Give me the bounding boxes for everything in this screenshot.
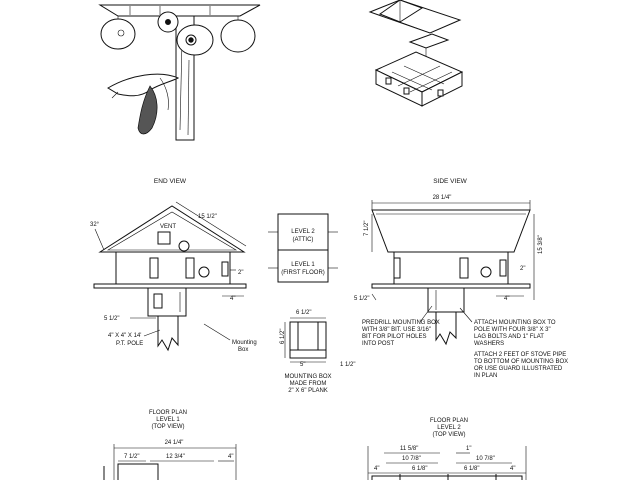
roof-slope-dim: 15 1/2" (198, 214, 217, 220)
fp1-title-3: (TOP VIEW) (151, 424, 185, 430)
end-side-dim: 2" (238, 270, 244, 276)
side-base-dim: 4" (504, 296, 510, 302)
mbox-caption-2: MADE FROM (289, 381, 327, 387)
fp2-f-dim: 6 1/8" (412, 466, 428, 472)
side-top-dim: 28 1/4" (432, 195, 452, 201)
floor-plan-level-2 (368, 418, 526, 480)
mbox-caption-3: 2" X 6" PLANK (288, 388, 328, 394)
isometric-exploded-view (370, 0, 462, 106)
svg-text:WASHERS: WASHERS (474, 341, 505, 347)
fp2-a-dim: 11 5/8" (400, 446, 419, 452)
vent-label: VENT (160, 224, 177, 230)
fp2-h-dim: 4" (510, 466, 516, 472)
level1-sublabel: (FIRST FLOOR) (281, 270, 325, 276)
svg-text:INTO POST: INTO POST (362, 341, 395, 347)
mbox-top-dim: 6 1/2" (296, 310, 312, 316)
fp2-e-dim: 4" (374, 466, 380, 472)
side-view (354, 178, 568, 379)
mbox-right-dim: 1 1/2" (340, 362, 356, 368)
fp1-a-dim: 7 1/2" (124, 454, 140, 460)
side-left-dim: 7 1/2" (364, 220, 370, 236)
fp2-g-dim: 6 1/8" (464, 466, 480, 472)
mounting-box-detail (280, 310, 355, 394)
svg-text:ATTACH 2 FEET OF STOVE PIPE: ATTACH 2 FEET OF STOVE PIPE (474, 352, 567, 358)
floor-plan-level-1 (104, 410, 236, 480)
fp2-title-3: (TOP VIEW) (432, 432, 466, 438)
mounting-label-1: Mounting (232, 340, 257, 346)
mounting-label-2: Box (238, 347, 249, 353)
svg-text:WITH 3/8" BIT. USE 3/16": WITH 3/8" BIT. USE 3/16" (362, 327, 431, 333)
fp2-c-dim: 10 7/8" (402, 456, 421, 462)
side-side-dim: 2" (520, 266, 526, 272)
fp1-total-dim: 24 1/4" (164, 440, 184, 446)
note-stove-pipe (474, 352, 568, 379)
post-offset-dim: 5 1/2" (104, 316, 120, 322)
svg-text:ATTACH MOUNTING BOX TO: ATTACH MOUNTING BOX TO (474, 320, 556, 326)
gourd-icon (158, 12, 178, 32)
gourd-icon (221, 16, 255, 52)
fp1-b-dim: 12 3/4" (166, 454, 185, 460)
gourd-house-illustration (100, 5, 260, 140)
side-post-dim: 5 1/2" (354, 296, 370, 302)
end-base-dim: 4" (230, 296, 236, 302)
fp2-d-dim: 10 7/8" (476, 456, 495, 462)
fp2-b-dim: 1" (466, 446, 472, 452)
note-attach-mounting (460, 308, 556, 347)
svg-text:PREDRILL MOUNTING BOX: PREDRILL MOUNTING BOX (362, 320, 440, 326)
bird-icon (108, 74, 178, 134)
fp1-title-2: LEVEL 1 (156, 417, 180, 423)
svg-text:BIT FOR PILOT HOLES: BIT FOR PILOT HOLES (362, 334, 427, 340)
fp2-title-1: FLOOR PLAN (429, 418, 469, 424)
end-view (90, 178, 257, 353)
fp2-title-2: LEVEL 2 (437, 425, 461, 431)
fp1-title-1: FLOOR PLAN (148, 410, 188, 416)
svg-text:TO BOTTOM OF MOUNTING BOX: TO BOTTOM OF MOUNTING BOX (474, 359, 569, 365)
svg-text:POLE WITH FOUR 3/8" X 3": POLE WITH FOUR 3/8" X 3" (474, 327, 551, 333)
mbox-bottom-dim: 5" (300, 362, 306, 368)
mbox-side-dim: 6 1/2" (280, 328, 286, 344)
level2-sublabel: (ATTIC) (292, 237, 314, 243)
gourd-icon (101, 16, 135, 49)
svg-text:IN PLAN: IN PLAN (474, 373, 498, 379)
pole-label-1: 4" X 4" X 14' (108, 333, 142, 339)
mbox-caption-1: MOUNTING BOX (284, 374, 332, 380)
level1-label: LEVEL 1 (291, 262, 315, 268)
svg-text:OR USE GUARD ILLUSTRATED: OR USE GUARD ILLUSTRATED (474, 366, 563, 372)
roof-angle-dim: 32° (90, 222, 100, 228)
end-view-title: END VIEW (153, 178, 187, 185)
fp1-c-dim: 4" (228, 454, 234, 460)
gourd-icon (177, 25, 213, 55)
levels-diagram (268, 214, 338, 282)
side-right-dim: 15 3/8" (538, 235, 544, 254)
pole-label-2: P.T. POLE (116, 341, 144, 347)
svg-text:LAG BOLTS AND 1" FLAT: LAG BOLTS AND 1" FLAT (474, 334, 544, 340)
level2-label: LEVEL 2 (291, 229, 315, 235)
side-view-title: SIDE VIEW (433, 178, 467, 185)
